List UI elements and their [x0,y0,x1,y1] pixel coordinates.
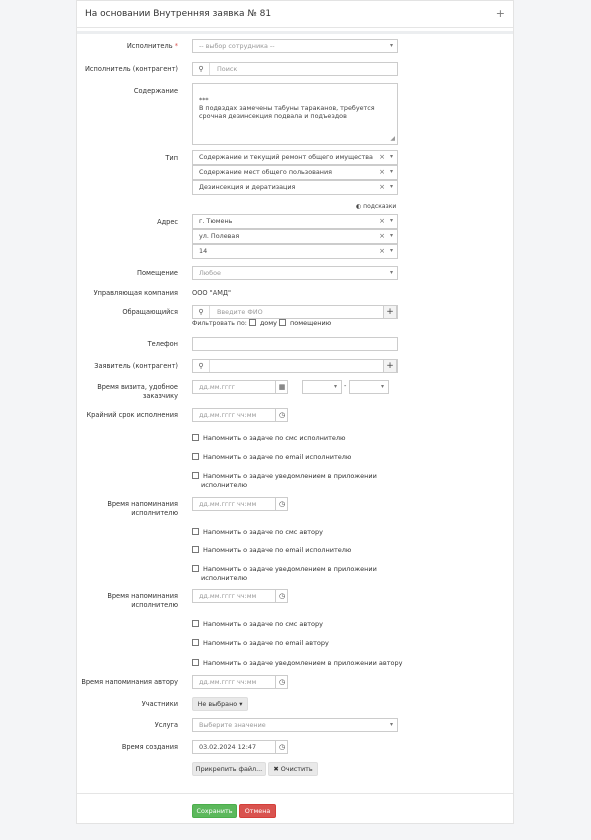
remind-sms-executor-checkbox[interactable]: Напомнить о задаче по смс исполнителю [192,434,346,443]
content-label: Содержание [133,87,178,95]
remind-time-executor-input[interactable]: дд.мм.гггг чч:мм ◷ [192,497,288,511]
room-select[interactable]: Любое ▾ [192,266,398,280]
chevron-down-icon: ▾ [389,721,393,728]
clock-icon[interactable]: ◷ [275,675,288,689]
calendar-icon[interactable]: ▦ [275,380,288,394]
clock-icon[interactable]: ◷ [275,497,288,511]
close-icon: ✖ [273,765,279,773]
add-applicant-button[interactable]: + [383,305,397,319]
chevron-down-icon: ▾ [333,383,337,390]
hints-toggle[interactable]: ◐ подсказки [356,203,397,210]
search-icon: ⚲ [193,63,210,75]
remove-icon[interactable]: × [379,247,385,255]
created-input[interactable]: 03.02.2024 12:47 ◷ [192,740,288,754]
remind-time-author-label: Время напоминания автору [81,678,178,686]
cancel-button[interactable]: Отмена [239,804,276,818]
remind-app-executor-checkbox[interactable]: Напомнить о задаче уведомлением в приложении исполнителю [192,472,377,490]
content-textarea[interactable]: *** В подвздах замечены табуны тараканов, требуется срочная дезинсекция подвала и подъездов ◢ [192,83,398,145]
visit-dash: - [344,382,347,390]
service-select[interactable]: Выберите значение ▾ [192,718,398,732]
chevron-down-icon: ▾ [380,383,384,390]
chevron-down-icon: ▾ [389,42,393,49]
type-item-3[interactable]: Дезинсекция и дератизация × ▾ [192,180,398,195]
participants-label: Участники [141,700,178,708]
created-label: Время создания [121,743,178,751]
remind-sms-author-2-checkbox[interactable]: Напомнить о задаче по смс автору [192,620,323,629]
remove-icon[interactable]: × [379,168,385,176]
remind-time-executor-2-label: Время напоминания исполнителю [107,592,178,609]
remind-time-author-input[interactable]: дд.мм.гггг чч:мм ◷ [192,675,288,689]
filter-house-checkbox[interactable]: дому [249,319,277,327]
room-label: Помещение [137,269,178,277]
address-street[interactable]: ул. Полевая × ▾ [192,229,398,244]
chevron-down-icon[interactable]: ▾ [389,168,393,175]
chevron-down-icon[interactable]: ▾ [389,247,393,254]
visit-to-select[interactable] [349,380,389,394]
deadline-label: Крайний срок исполнения [86,411,178,419]
clear-button[interactable]: ✖ Очистить [268,762,318,776]
type-item-1[interactable]: Содержание и текущий ремонт общего имущества × ▾ [192,150,398,165]
expand-icon[interactable]: + [495,7,505,20]
chevron-down-icon[interactable]: ▾ [389,232,393,239]
remove-icon[interactable]: × [379,232,385,240]
remove-icon[interactable]: × [379,153,385,161]
address-city[interactable]: г. Тюмень × ▾ [192,214,398,229]
applicant-label: Обращающийся [122,308,178,316]
filter-room-checkbox[interactable]: помещению [279,319,331,327]
chevron-down-icon[interactable]: ▾ [389,183,393,190]
resize-handle-icon[interactable]: ◢ [390,135,395,142]
remind-email-executor-checkbox[interactable]: Напомнить о задаче по email исполнителю [192,453,351,462]
chevron-down-icon[interactable]: ▾ [389,153,393,160]
remind-app-author-checkbox[interactable]: Напомнить о задаче уведомлением в приложении автору [192,659,402,668]
applicant-filter: Фильтровать по: дому помещению [192,319,332,327]
remind-email-author-checkbox[interactable]: Напомнить о задаче по email автору [192,639,329,648]
company-value: ООО "АМД" [192,289,232,297]
visit-from-select[interactable] [302,380,342,394]
divider [77,31,513,34]
executor-select[interactable]: -- выбор сотрудника -- ▾ [192,39,398,53]
remind-email-executor-2-checkbox[interactable]: Напомнить о задаче по email исполнителю [192,546,351,555]
remind-app-executor-2-checkbox[interactable]: Напомнить о задаче уведомлением в приложении исполнителю [192,565,377,583]
remind-time-executor-label: Время напоминания исполнителю [107,500,178,517]
phone-input[interactable] [192,337,398,351]
remind-time-executor-2-input[interactable]: дд.мм.гггг чч:мм ◷ [192,589,288,603]
address-label: Адрес [157,218,178,226]
panel-header [77,1,513,28]
add-contractor-button[interactable]: + [383,359,397,373]
save-button[interactable]: Сохранить [192,804,237,818]
remind-sms-author-checkbox[interactable]: Напомнить о задаче по смс автору [192,528,323,537]
clock-icon[interactable]: ◷ [275,589,288,603]
address-house[interactable]: 14 × ▾ [192,244,398,259]
service-label: Услуга [154,721,178,729]
remove-icon[interactable]: × [379,217,385,225]
search-icon: ⚲ [193,306,210,318]
company-label: Управляющая компания [93,289,178,297]
clock-icon[interactable]: ◷ [275,408,288,422]
form-panel [76,0,514,824]
visit-date-input[interactable]: дд.мм.гггг ▦ [192,380,288,394]
executor-contractor-search[interactable]: ⚲ Поиск [192,62,398,76]
executor-label: Исполнитель * [126,42,178,50]
divider [77,793,513,794]
chevron-down-icon: ▾ [389,269,393,276]
toggle-icon: ◐ [356,203,362,210]
applicant-contractor-search[interactable] [192,359,398,373]
type-label: Тип [165,154,178,162]
search-icon: ⚲ [193,360,210,372]
page-title: На основании Внутренняя заявка № 81 [85,9,272,19]
attach-file-button[interactable]: Прикрепить файл... [192,762,266,776]
applicant-search[interactable]: ⚲ Введите ФИО + [192,305,398,319]
remove-icon[interactable]: × [379,183,385,191]
participants-dropdown[interactable]: Не выбрано ▾ [192,697,248,711]
visit-time-label: Время визита, удобное заказчику [97,383,178,400]
chevron-down-icon[interactable]: ▾ [389,217,393,224]
applicant-contractor-label: Заявитель (контрагент) [94,362,178,370]
type-item-2[interactable]: Содержание мест общего пользования × ▾ [192,165,398,180]
executor-contractor-label: Исполнитель (контрагент) [84,65,178,73]
clock-icon[interactable]: ◷ [275,740,288,754]
deadline-input[interactable]: дд.мм.гггг чч:мм ◷ [192,408,288,422]
phone-label: Телефон [147,340,178,348]
